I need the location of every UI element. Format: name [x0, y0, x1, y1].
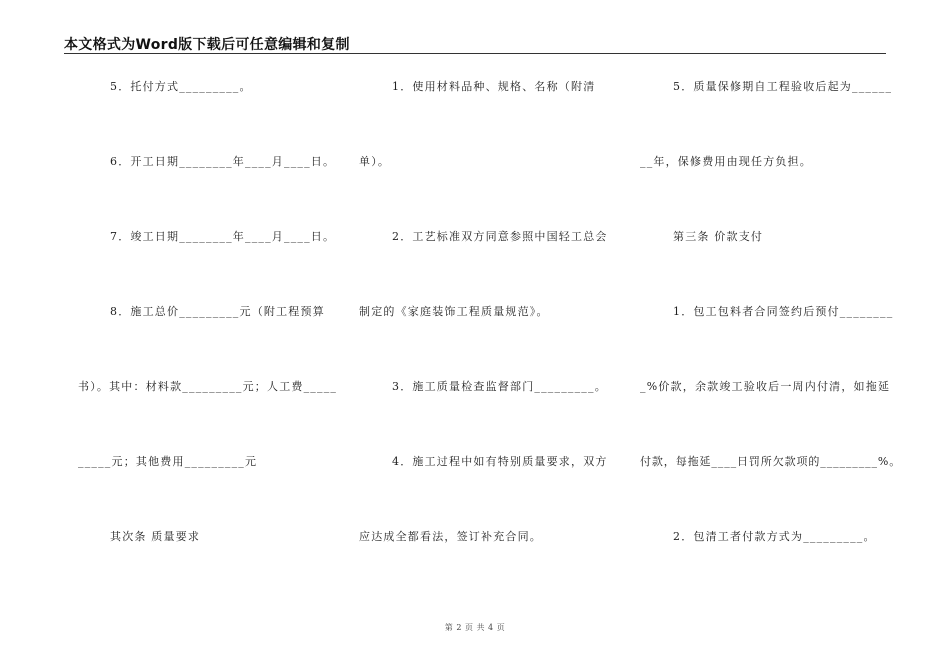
text-line: 5．托付方式_________。	[110, 80, 252, 93]
text-line: 付款，每拖延____日罚所欠款项的_________%。	[640, 455, 902, 468]
text-line: 6．开工日期________年____月____日。	[110, 155, 336, 168]
text-line: 应达成全都看法，签订补充合同。	[359, 530, 542, 543]
text-line: 5．质量保修期自工程验收后起为______	[673, 80, 893, 93]
section-heading: 第三条 价款支付	[673, 230, 764, 243]
text-line: 4．施工过程中如有特别质量要求，双方	[392, 455, 608, 468]
text-line: 1．使用材料品种、规格、名称（附清	[392, 80, 596, 93]
text-line: _%价款，余款竣工验收后一周内付清，如拖延	[640, 380, 891, 393]
text-line: __年，保修费用由现任方负担。	[640, 155, 812, 168]
page-header-title: 本文格式为Word版下载后可任意编辑和复制	[64, 37, 350, 53]
header-divider	[64, 53, 886, 54]
text-line: 制定的《家庭装饰工程质量规范》。	[359, 305, 549, 318]
text-line: 1．包工包料者合同签约后预付________	[673, 305, 894, 318]
page-number-footer: 第 2 页 共 4 页	[444, 623, 506, 632]
text-line: 2．包清工者付款方式为_________。	[673, 530, 876, 543]
section-heading: 其次条 质量要求	[110, 530, 201, 543]
text-line: 2．工艺标准双方同意参照中国轻工总会	[392, 230, 608, 243]
text-line: 书）。其中：材料款_________元；人工费_____	[78, 380, 338, 393]
text-line: 3．施工质量检查监督部门_________。	[392, 380, 607, 393]
text-line: 8．施工总价_________元（附工程预算	[110, 305, 325, 318]
text-line: 单）。	[359, 155, 391, 168]
text-line: _____元；其他费用_________元	[78, 455, 258, 468]
text-line: 7．竣工日期________年____月____日。	[110, 230, 336, 243]
